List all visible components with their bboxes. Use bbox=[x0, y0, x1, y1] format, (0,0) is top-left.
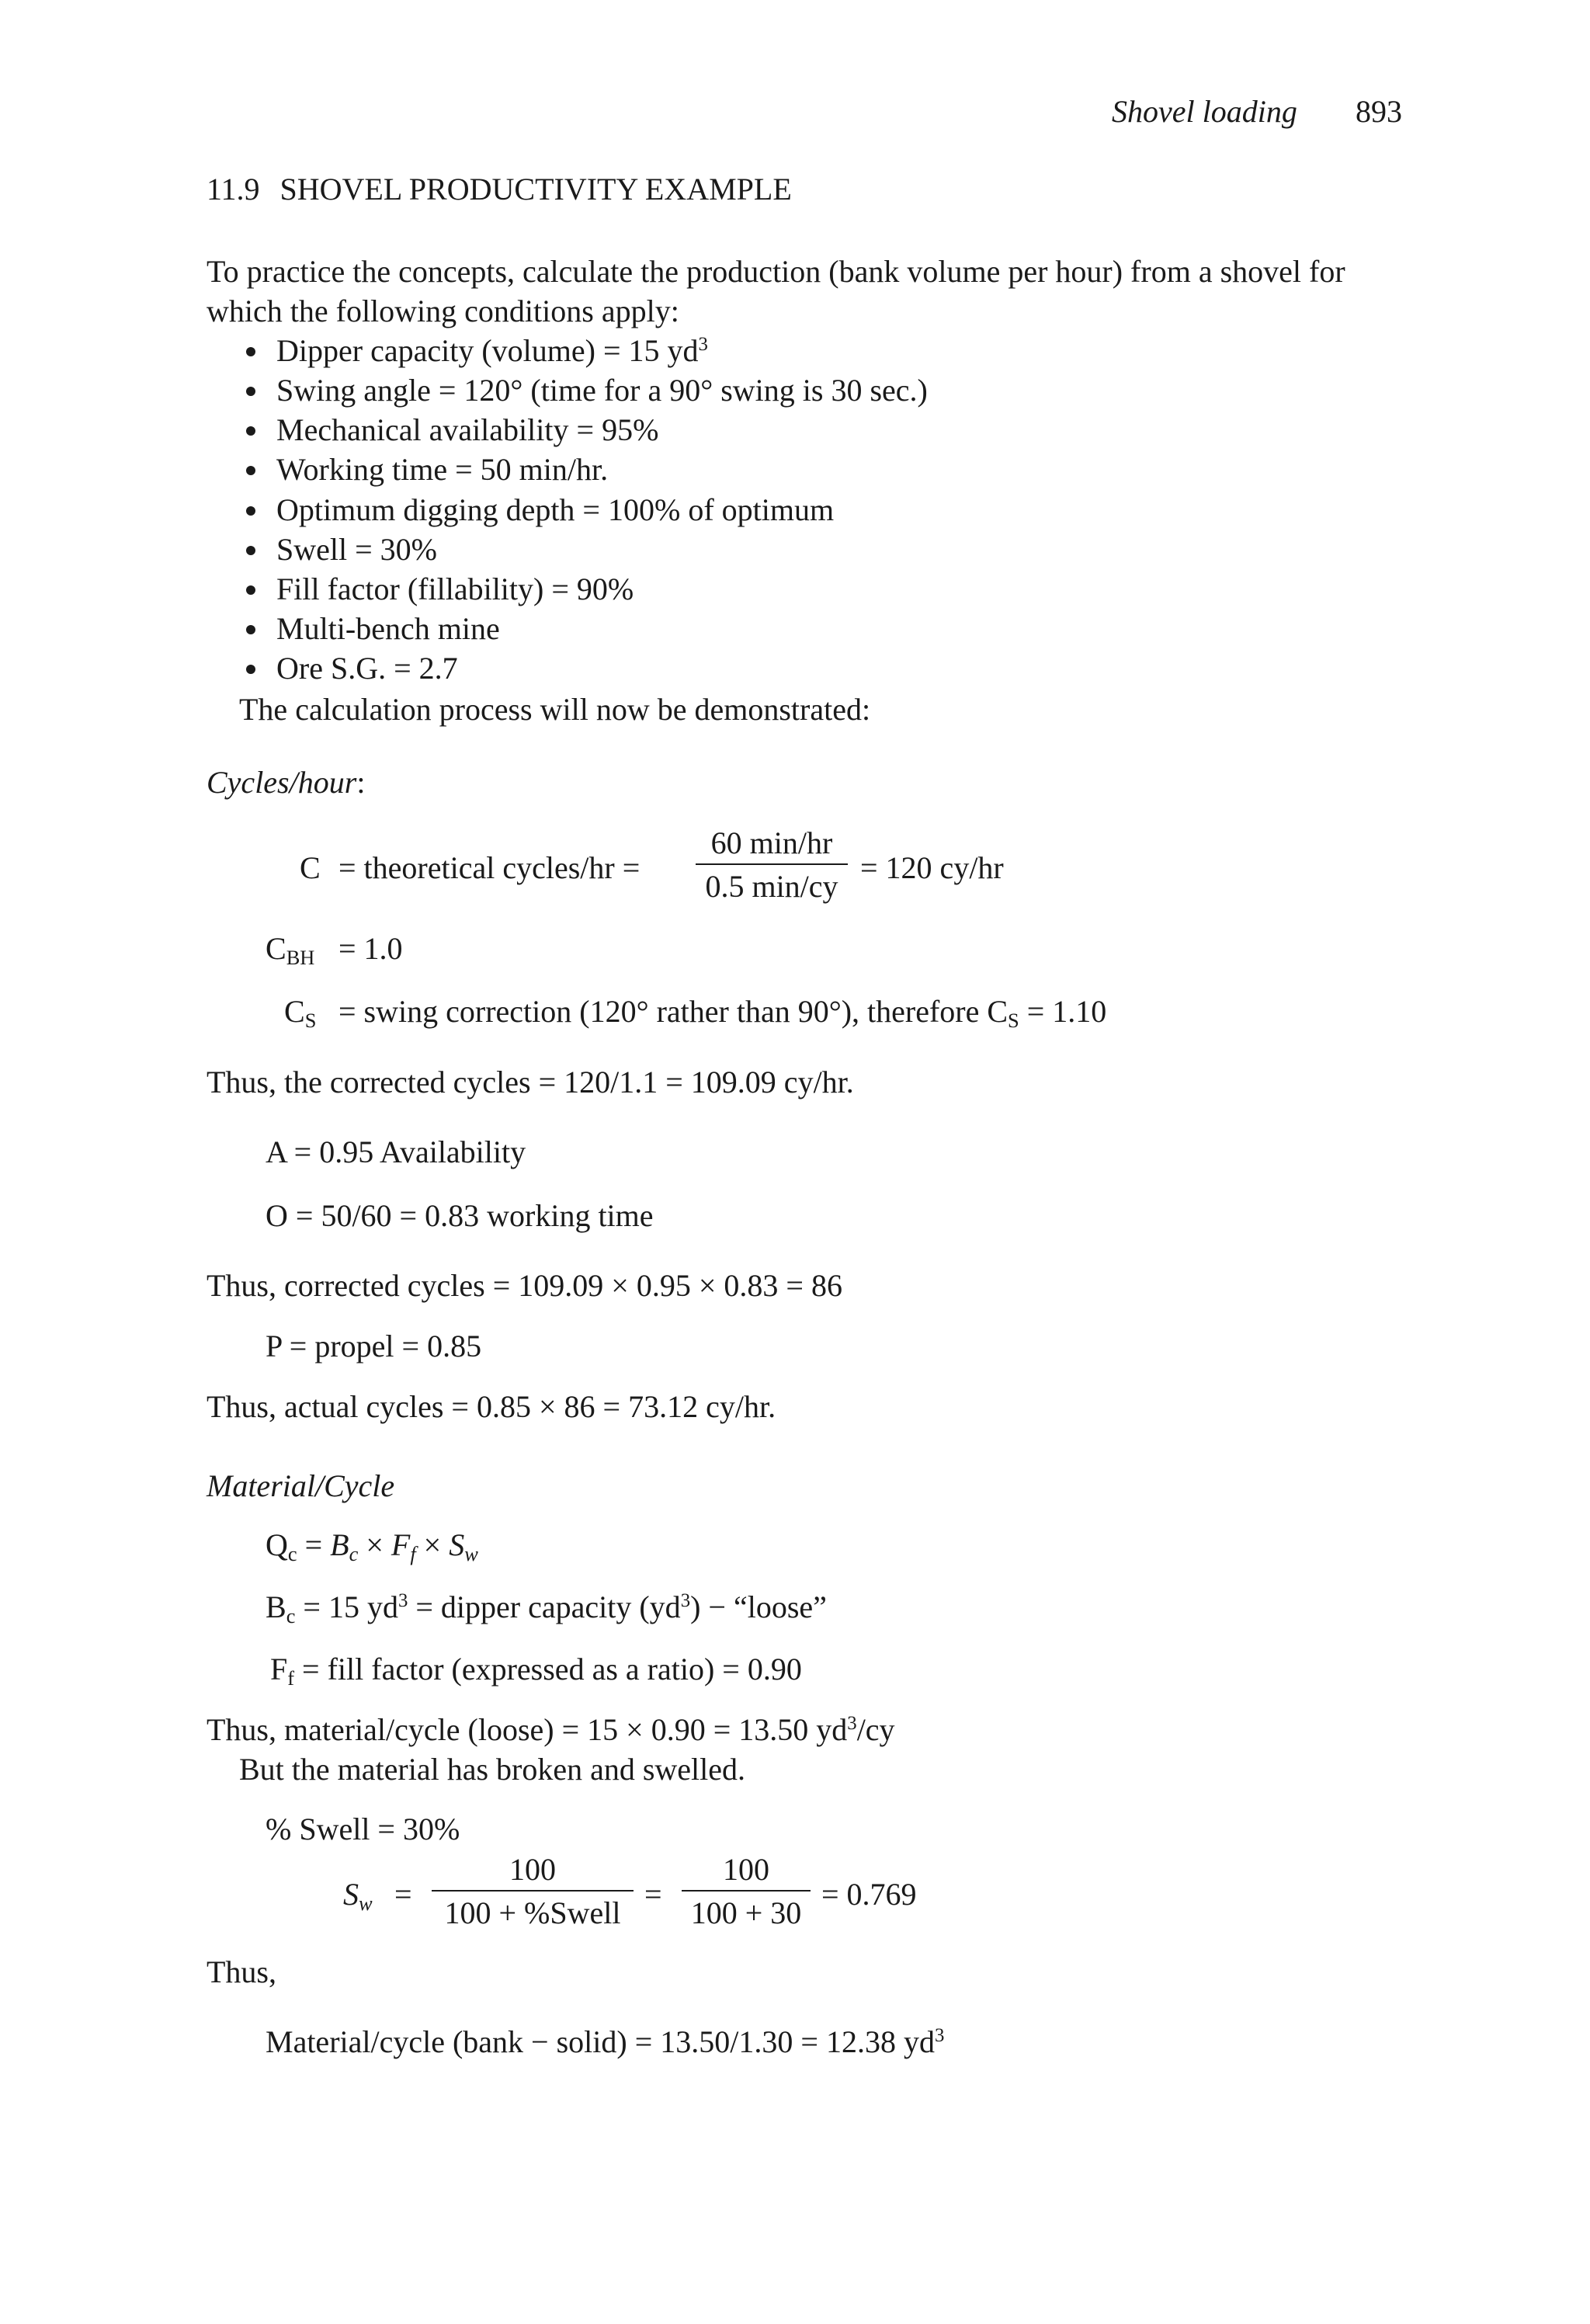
sw-denominator-1: 100 + %Swell bbox=[444, 1895, 621, 1930]
sw-eq2: = bbox=[644, 1877, 662, 1912]
c-denominator: 0.5 min/cy bbox=[705, 869, 838, 904]
sw-numerator-2: 100 bbox=[723, 1852, 769, 1887]
intro-line-2: which the following conditions apply: bbox=[207, 294, 679, 328]
sw-fraction-1 bbox=[432, 1854, 634, 1929]
ff-equation: $F_f$ = fill factor (expressed as a ratio) = 0.90 bbox=[270, 1652, 802, 1690]
material-bank: Material/cycle (bank − solid) = 13.50/1.30 = 12.38 $yd^3$ bbox=[266, 2024, 945, 2059]
cs-lhs: $C_S$ bbox=[284, 994, 317, 1033]
fraction-bar bbox=[696, 863, 848, 865]
bullet-icon bbox=[246, 347, 255, 356]
demo-text: The calculation process will now be demonstrated: bbox=[239, 692, 871, 727]
propel-line: P = propel = 0.85 bbox=[266, 1329, 482, 1363]
bullet-icon bbox=[246, 387, 255, 396]
cycles-heading: Cycles/hour: bbox=[207, 765, 366, 800]
section-number: 11.9 bbox=[207, 172, 260, 207]
qc-equation: $Q_c = B_c \times F_f \times S_w$ bbox=[266, 1527, 478, 1566]
sw-fraction-2 bbox=[682, 1854, 811, 1929]
c-fraction bbox=[696, 825, 848, 904]
running-title: Shovel loading bbox=[1112, 94, 1297, 129]
sw-eq: = bbox=[394, 1877, 412, 1912]
bullet-icon bbox=[246, 625, 255, 634]
list-item: Working time = 50 min/hr. bbox=[276, 452, 609, 487]
corrected-cycles-2: Thus, corrected cycles = 109.09 × 0.95 × 0.83 = 86 bbox=[207, 1268, 842, 1303]
bullet-icon bbox=[246, 426, 255, 436]
c-numerator: 60 min/hr bbox=[710, 825, 833, 860]
list-item: Fill factor (fillability) = 90% bbox=[276, 571, 634, 606]
thus-text: Thus, bbox=[207, 1954, 276, 1989]
cs-rhs: = swing correction (120° rather than 90°), therefore $C_S = 1.10$ bbox=[338, 994, 1107, 1033]
actual-cycles: Thus, actual cycles = 0.85 × 86 = 73.12 cy/hr. bbox=[207, 1389, 776, 1424]
material-heading: Material/Cycle bbox=[207, 1468, 395, 1503]
list-item: Swell = 30% bbox=[276, 532, 437, 567]
bullet-icon bbox=[246, 506, 255, 516]
list-item: Swing angle = 120° (time for a 90° swing is 30 sec.) bbox=[276, 373, 928, 408]
c-result: = 120 cy/hr bbox=[860, 850, 1004, 885]
list-item: Optimum digging depth = 100% of optimum bbox=[276, 492, 835, 527]
sw-denominator-2: 100 + 30 bbox=[690, 1895, 802, 1930]
c-lhs: C bbox=[300, 850, 321, 885]
bullet-icon bbox=[246, 466, 255, 475]
bullet-icon bbox=[246, 665, 255, 674]
material-loose: Thus, material/cycle (loose) = 15 × 0.90 = 13.50 $yd^3/cy$ bbox=[207, 1712, 895, 1747]
page-number: 893 bbox=[1356, 94, 1402, 129]
working-time-line: O = 50/60 = 0.83 working time bbox=[266, 1198, 654, 1233]
list-item: Ore S.G. = 2.7 bbox=[276, 651, 458, 686]
section-title: SHOVEL PRODUCTIVITY EXAMPLE bbox=[279, 172, 792, 207]
list-item: Mechanical availability = 95% bbox=[276, 412, 659, 447]
list-item: Dipper capacity (volume) = 15 $yd^3$ bbox=[276, 333, 708, 368]
bullet-icon bbox=[246, 546, 255, 555]
section-heading bbox=[207, 174, 792, 205]
fraction-bar bbox=[682, 1890, 811, 1892]
cbh-rhs: = 1.0 bbox=[338, 931, 403, 966]
sw-result: = 0.769 bbox=[821, 1877, 917, 1912]
broken-text: But the material has broken and swelled. bbox=[239, 1752, 746, 1787]
sw-numerator-1: 100 bbox=[509, 1852, 556, 1887]
list-item: Multi-bench mine bbox=[276, 611, 500, 646]
cbh-lhs: $C_{BH}$ bbox=[266, 931, 315, 970]
swell-line: % Swell = 30% bbox=[266, 1812, 460, 1846]
bullet-icon bbox=[246, 585, 255, 595]
intro-line-1: To practice the concepts, calculate the production (bank volume per hour) from a shovel for bbox=[207, 254, 1345, 289]
corrected-cycles-1: Thus, the corrected cycles = 120/1.1 = 109.09 cy/hr. bbox=[207, 1065, 854, 1099]
fraction-bar bbox=[432, 1890, 634, 1892]
bc-equation: $B_c = 15$ $yd^3$ = dipper capacity $(yd^3)$ − “loose” bbox=[266, 1589, 827, 1628]
availability-line: A = 0.95 Availability bbox=[266, 1134, 526, 1169]
sw-lhs: $S_w$ bbox=[343, 1877, 373, 1916]
c-rhs: = theoretical cycles/hr = bbox=[338, 850, 641, 885]
